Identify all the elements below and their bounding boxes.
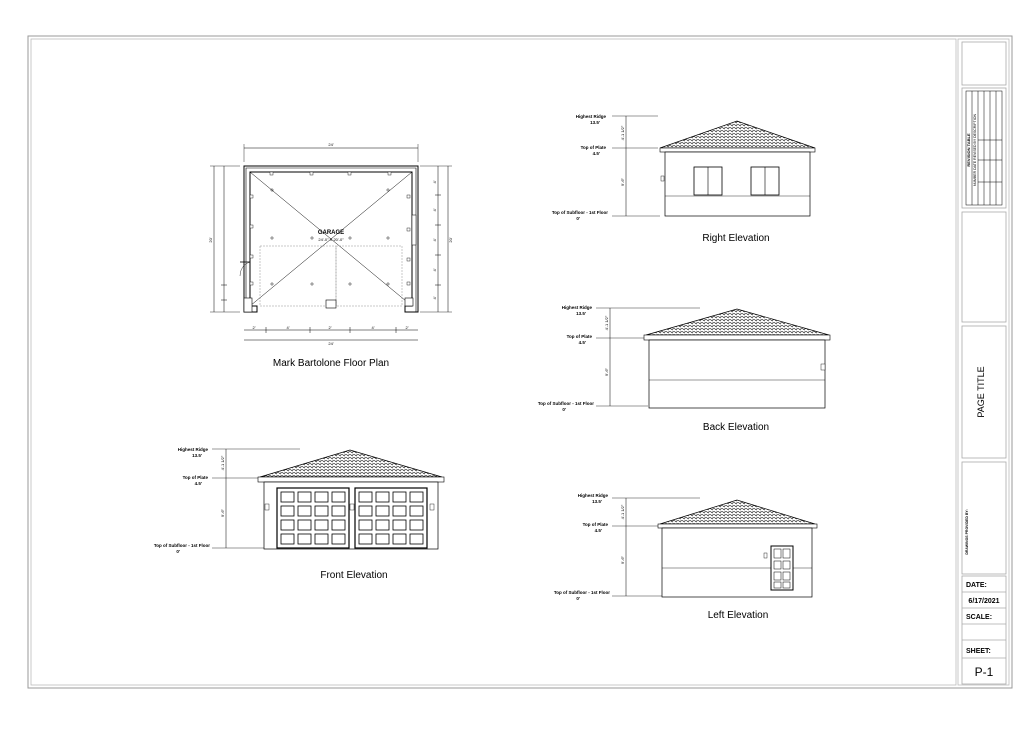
front-ridge-label: Highest Ridge (177, 447, 208, 452)
right-elevation-caption: Right Elevation (702, 233, 770, 244)
front-plate-value: 4.5' (194, 481, 202, 486)
door-panel (359, 534, 372, 544)
outer-border (28, 36, 1012, 688)
room-name: GARAGE (317, 230, 345, 236)
door-panel (281, 520, 294, 530)
sheet-label: SHEET: (966, 648, 991, 655)
dim-bottom-seg-5: 2' (405, 325, 409, 330)
right-roof-dim: 4'-1 1/2" (620, 125, 625, 141)
front-subfloor-label: Top of Subfloor - 1st Floor (153, 543, 210, 548)
right-plate-label: Top of Plate (580, 145, 606, 150)
door-panel (376, 534, 389, 544)
door-panel (410, 506, 423, 516)
right-subfloor-label: Top of Subfloor - 1st Floor (551, 210, 608, 215)
door-panel (298, 520, 311, 530)
right-wall-dim: 9'-6" (620, 178, 625, 186)
door-panel (281, 492, 294, 502)
dim-side-seg-3: 4' (432, 238, 437, 242)
door-panel (359, 492, 372, 502)
dim-right: 20' (448, 237, 453, 243)
left-subfloor-value: 0' (576, 596, 580, 601)
front-elevation-caption: Front Elevation (320, 570, 388, 581)
date-label: DATE: (966, 582, 987, 589)
left-subfloor-label: Top of Subfloor - 1st Floor (553, 590, 610, 595)
left-ridge-value: 13.5' (592, 499, 602, 504)
door-panel (393, 506, 406, 516)
door-panel (410, 520, 423, 530)
door-panel (298, 506, 311, 516)
back-ridge-label: Highest Ridge (561, 305, 592, 310)
front-elevation (154, 447, 444, 554)
door-panel (393, 492, 406, 502)
door-panel (332, 506, 345, 516)
back-wall-dim: 9'-6" (604, 368, 609, 376)
front-subfloor-value: 0' (176, 549, 180, 554)
door-panel (281, 506, 294, 516)
back-elevation-caption: Back Elevation (702, 422, 770, 433)
left-plate-label: Top of Plate (582, 522, 608, 527)
door-panel (298, 492, 311, 502)
front-ridge-value: 13.5' (192, 453, 202, 458)
floor-plan-caption: Mark Bartolone Floor Plan (272, 358, 390, 369)
date-value: 6/17/2021 (968, 598, 1000, 605)
revision-title: REVISION TABLE (966, 133, 971, 167)
right-elevation (552, 114, 815, 221)
door-panel (376, 506, 389, 516)
back-ridge-value: 13.5' (576, 311, 586, 316)
floor-plan (208, 142, 453, 346)
left-elevation-caption: Left Elevation (707, 610, 769, 621)
back-subfloor-label: Top of Subfloor - 1st Floor (537, 401, 594, 406)
back-plate-label: Top of Plate (566, 334, 592, 339)
dim-bottom: 24' (328, 341, 334, 346)
left-plate-value: 4.5' (594, 528, 602, 533)
door-panel (315, 492, 328, 502)
door-panel (315, 506, 328, 516)
dim-side-seg-1: 4' (432, 180, 437, 184)
left-elevation (554, 493, 817, 601)
back-elevation (538, 305, 830, 412)
dim-bottom-seg-1: 2' (252, 325, 256, 330)
scale-label: SCALE: (966, 614, 993, 621)
door-panel (281, 534, 294, 544)
dim-side-seg-2: 4' (432, 208, 437, 212)
dim-left: 20' (208, 237, 213, 243)
dim-bottom-seg-2: 4' (286, 325, 290, 330)
right-ridge-value: 13.5' (590, 120, 600, 125)
back-roof-dim: 4'-1 1/2" (604, 315, 609, 331)
door-panel (315, 520, 328, 530)
door-panel (376, 492, 389, 502)
drawn-by-label: DRAWINGS PROVIDED BY: (965, 509, 969, 555)
front-wall-dim: 9'-6" (220, 509, 225, 517)
door-panel (298, 534, 311, 544)
dim-side-seg-4: 4' (432, 268, 437, 272)
door-panel (359, 506, 372, 516)
right-subfloor-value: 0' (576, 216, 580, 221)
door-panel (332, 520, 345, 530)
room-size: 24'-0" X 20'-0" (318, 237, 344, 242)
door-panel (315, 534, 328, 544)
door-panel (376, 520, 389, 530)
dim-top: 24' (328, 142, 334, 147)
right-plate-value: 4.5' (592, 151, 600, 156)
door-panel (332, 492, 345, 502)
left-ridge-label: Highest Ridge (577, 493, 608, 498)
dim-bottom-seg-3: 2' (328, 325, 332, 330)
door-panel (393, 534, 406, 544)
page-title: PAGE TITLE (976, 366, 986, 418)
left-wall-dim: 9'-6" (620, 556, 625, 564)
left-roof-dim: 4'-1 1/2" (620, 504, 625, 520)
door-panel (359, 520, 372, 530)
door-panel (393, 520, 406, 530)
revision-table-grid (966, 91, 1002, 205)
front-roof-dim: 4'-1 1/2" (220, 455, 225, 471)
back-subfloor-value: 0' (562, 407, 566, 412)
door-panel (410, 534, 423, 544)
sheet-value: P-1 (974, 665, 994, 679)
back-plate-value: 4.5' (578, 340, 586, 345)
front-plate-label: Top of Plate (182, 475, 208, 480)
right-ridge-label: Highest Ridge (575, 114, 606, 119)
door-panel (332, 534, 345, 544)
door-panel (410, 492, 423, 502)
revision-columns: NUMBER DATE REVISED BY DESCRIPTION (973, 113, 977, 187)
dim-bottom-seg-4: 4' (371, 325, 375, 330)
dim-side-seg-5: 4' (432, 296, 437, 300)
